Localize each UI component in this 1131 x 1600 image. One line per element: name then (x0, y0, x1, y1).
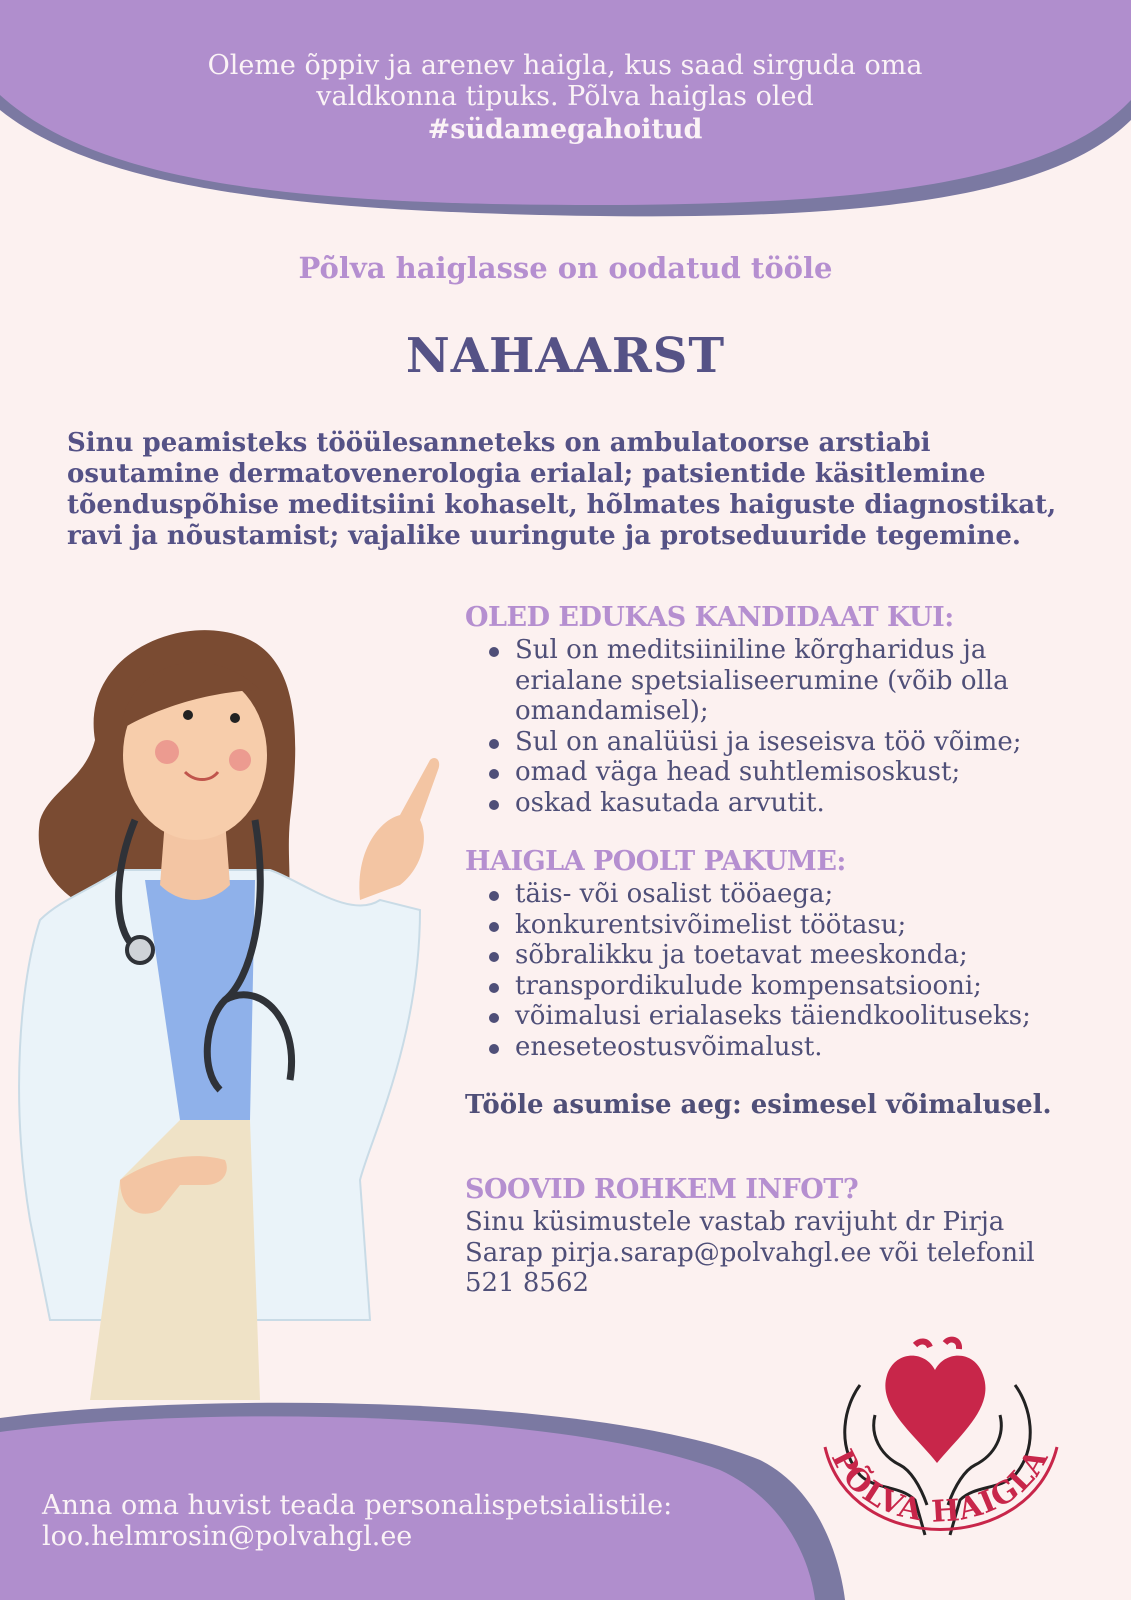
footer-contact (42, 1490, 742, 1552)
contact-section (465, 1174, 1085, 1299)
logo-text-path: PÕLVA HAIGLA (823, 1443, 1056, 1530)
list-item: täis- või osalist tööaega; (515, 879, 1085, 910)
list-item: sõbralikku ja toetavat meeskonda; (515, 940, 1085, 971)
list-item: oskad kasutada arvutit. (515, 788, 1085, 819)
intro-paragraph: Sinu peamisteks tööülesanneteks on ambulatoorse arstiabi osutamine dermatovenerologia erialal; patsientide käsitlemine tõenduspõhise meditsiini kohaselt, hõlmates haiguste diagnostikat, ravi ja nõustamist; vajalike uuringute ja protseduuride tegemine. (67, 428, 1057, 551)
offer-section (465, 846, 1085, 1062)
list-item: võimalusi erialaseks täiendkoolituseks; (515, 1001, 1085, 1032)
header-tagline: Oleme õppiv ja arenev haigla, kus saad sirguda oma valdkonna tipuks. Põlva haiglas oled (207, 50, 923, 112)
requirements-list (465, 635, 1085, 818)
start-date: Tööle asumise aeg: esimesel võimalusel. (465, 1090, 1052, 1120)
list-item: eneseteostusvõimalust. (515, 1032, 1085, 1063)
header-tagline-block (180, 50, 950, 145)
footer-line-1: Anna oma huvist teada personalispetsialistile: (42, 1490, 673, 1521)
subtitle: Põlva haiglasse on oodatud tööle (298, 251, 833, 285)
heart-icon (885, 1356, 985, 1463)
list-item: konkurentsivõimelist töötasu; (515, 910, 1085, 941)
list-item: Sul on meditsiiniline kõrgharidus ja erialane spetsialiseerumine (võib olla omandamisel); (515, 635, 1035, 727)
pointing-hand (359, 758, 439, 900)
list-item: Sul on analüüsi ja iseseisva töö võime; (515, 727, 1085, 758)
contact-heading: SOOVID ROHKEM INFOT? (465, 1174, 859, 1205)
list-item: transpordikulude kompensatsiooni; (515, 971, 1085, 1002)
header-hashtag: #südamegahoitud (427, 114, 703, 145)
contact-text[interactable]: Sinu küsimustele vastab ravijuht dr Pirja Sarap pirja.sarap@polvahgl.ee või telefonil 521 8562 (465, 1207, 1035, 1298)
requirements-heading: OLED EDUKAS KANDIDAAT KUI: (465, 602, 954, 633)
doctor-illustration (0, 620, 450, 1400)
page-title: NAHAARST (405, 328, 726, 384)
list-item: omad väga head suhtlemisoskust; (515, 757, 1085, 788)
footer-email-link[interactable]: loo.helmrosin@polvahgl.ee (42, 1521, 413, 1552)
offer-list (465, 879, 1085, 1062)
hospital-logo (815, 1335, 1085, 1565)
offer-heading: HAIGLA POOLT PAKUME: (465, 846, 846, 877)
requirements-section (465, 602, 1085, 818)
